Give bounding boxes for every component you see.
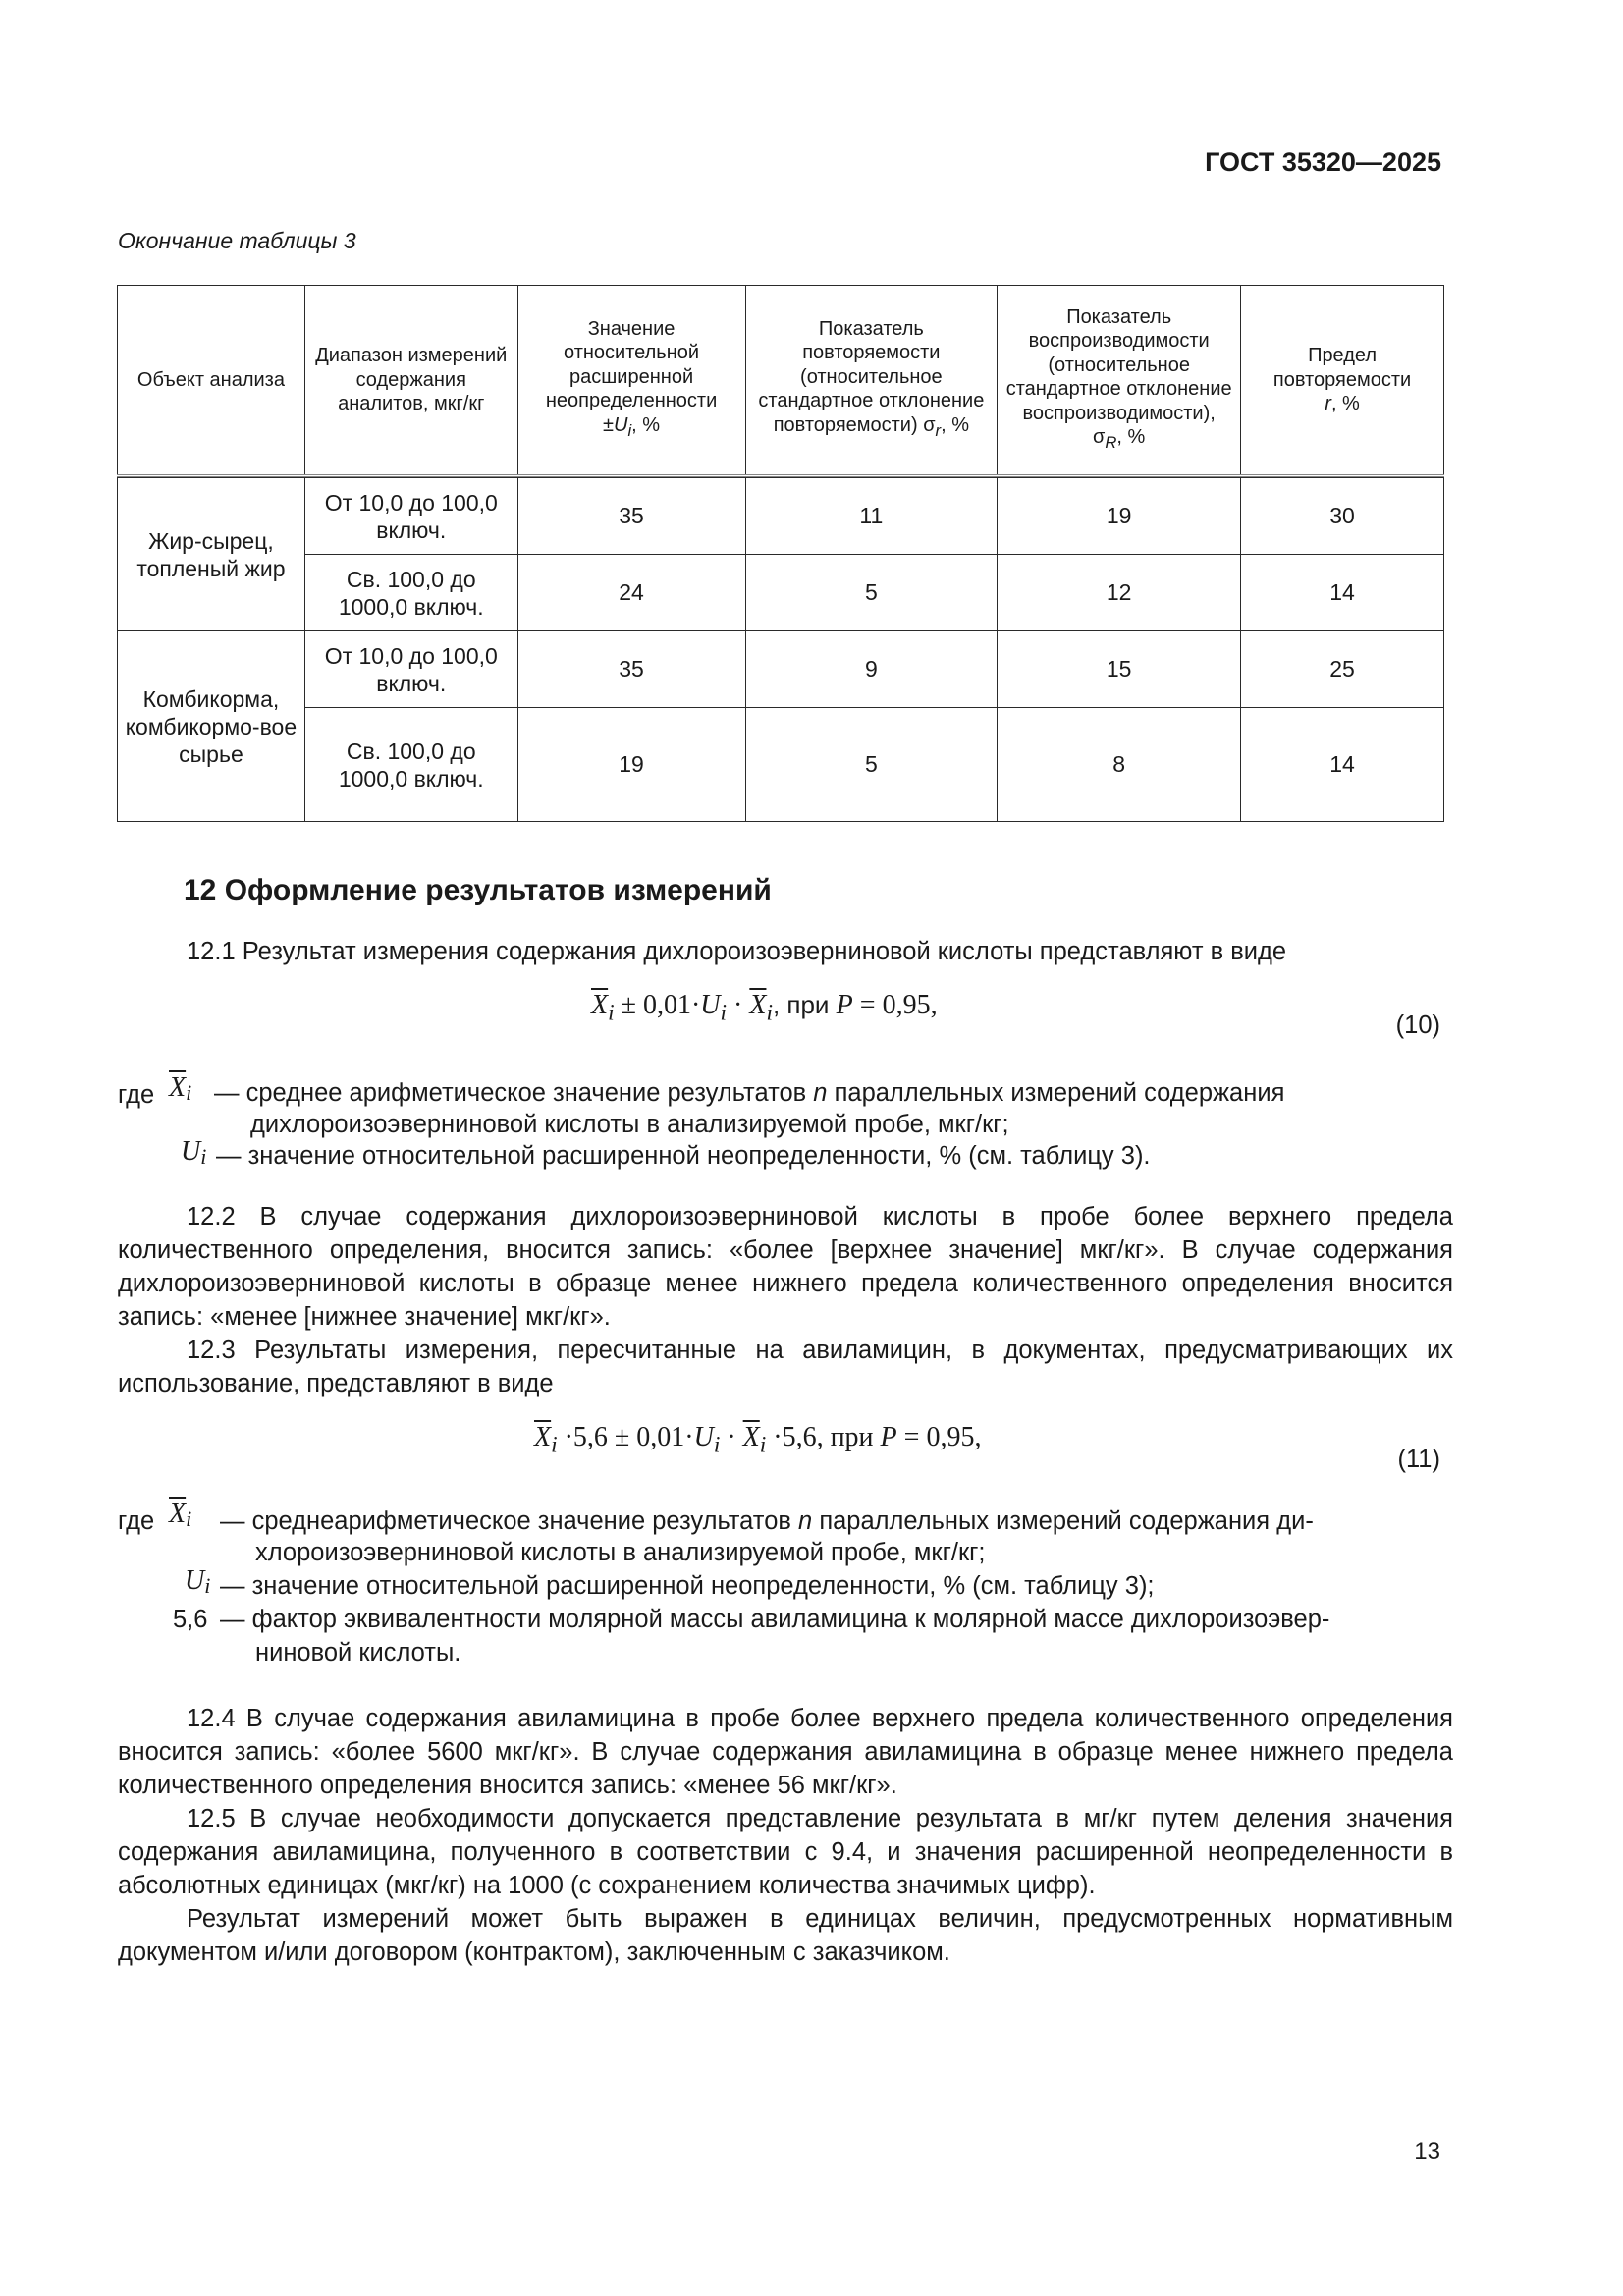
formula-10: $\overline{X}_i \pm 0,01\cdot U_i \cdot \overline{X}_i$, при P = 0,95, — [591, 990, 938, 1026]
symbol-factor: 5,6 — [173, 1606, 208, 1633]
equation-number-10: (10) — [1395, 1011, 1440, 1039]
reproducibility-cell: 19 — [998, 478, 1241, 555]
reproducibility-cell: 12 — [998, 555, 1241, 631]
uncertainty-cell: 35 — [517, 631, 745, 708]
table-caption: Окончание таблицы 3 — [118, 228, 356, 253]
definition-u: — значение относительной расширенной неопределенности, % (см. таблицу 3); — [220, 1572, 1155, 1600]
paragraph-12-2: 12.2 В случае содержания дихлороизоэверниновой кислоты в пробе более верхнего предела количественного определения, вносится запись: «более [верхнее значение] мкг/кг». В случае содержания дихлороизоэверниновой кислоты в образце менее нижнего предела количественного определения вносится запись: «менее [нижнее значение] мкг/кг». — [118, 1203, 1453, 1331]
formula-11: $\overline{X}_i \cdot 5,6 \pm 0,01\cdot U_i \cdot \overline{X}_i \cdot 5,6$, при P = 0,95, — [534, 1422, 982, 1458]
results-table — [117, 285, 1444, 822]
uncertainty-cell: 35 — [517, 478, 745, 555]
symbol-x-mean: $\overline{X}_i$ — [169, 1072, 192, 1106]
header-uncertainty: Значение относительной расширенной неопределенности $\pm U_i$, % — [517, 286, 745, 476]
limit-cell: 14 — [1241, 708, 1444, 822]
definition-x-mean-cont: хлороизоэверниновой кислоты в анализируемой пробе, мкг/кг; — [255, 1539, 986, 1566]
symbol-u: $U_i$ — [185, 1565, 211, 1599]
table-header-row — [118, 286, 1444, 476]
paragraph-final: Результат измерений может быть выражен в единицах величин, предусмотренных нормативным документом и/или договором (контрактом), заключенным с заказчиком. — [118, 1905, 1453, 1966]
header-limit: Предел повторяемости r, % — [1241, 286, 1444, 476]
object-cell: Комбикорма, комбикормо-вое сырье — [118, 631, 305, 822]
definition-factor-cont: ниновой кислоты. — [255, 1639, 461, 1667]
table-row — [118, 708, 1444, 822]
header-object: Объект анализа — [118, 286, 305, 476]
table-row — [118, 555, 1444, 631]
header-repeatability: Показатель повторяемости (относительное стандартное отклонение повторяемости) $\sigma_r$, % — [745, 286, 998, 476]
reproducibility-cell: 8 — [998, 708, 1241, 822]
definition-x-mean: — среднеарифметическое значение результатов n параллельных измерений содержания ди- — [220, 1507, 1314, 1535]
repeatability-cell: 5 — [745, 708, 998, 822]
reproducibility-cell: 15 — [998, 631, 1241, 708]
header-range: Диапазон измерений содержания аналитов, мкг/кг — [304, 286, 517, 476]
limit-cell: 25 — [1241, 631, 1444, 708]
symbol-x-mean: $\overline{X}_i$ — [169, 1499, 192, 1532]
uncertainty-cell: 19 — [517, 708, 745, 822]
where-label: где — [118, 1507, 155, 1535]
table-row — [118, 478, 1444, 555]
uncertainty-cell: 24 — [517, 555, 745, 631]
limit-cell: 14 — [1241, 555, 1444, 631]
section-title: 12 Оформление результатов измерений — [184, 874, 772, 906]
page-number: 13 — [1414, 2138, 1440, 2164]
repeatability-cell: 11 — [745, 478, 998, 555]
repeatability-cell: 5 — [745, 555, 998, 631]
range-cell: От 10,0 до 100,0 включ. — [304, 631, 517, 708]
limit-cell: 30 — [1241, 478, 1444, 555]
symbol-u: $U_i$ — [181, 1136, 207, 1170]
table-row — [118, 631, 1444, 708]
paragraph-12-3: 12.3 Результаты измерения, пересчитанные на авиламицин, в документах, предусматривающих их использование, представляют в виде — [118, 1337, 1453, 1397]
range-cell: От 10,0 до 100,0 включ. — [304, 478, 517, 555]
paragraph-12-5: 12.5 В случае необходимости допускается представление результата в мг/кг путем деления значения содержания авиламицина, полученного в соответствии с 9.4, и значения расширенной неопределенности в абсолютных единицах (мкг/кг) на 1000 (с сохранением количества значимых цифр). — [118, 1805, 1453, 1899]
header-reproducibility: Показатель воспроизводимости (относительное стандартное отклонение воспроизводимости), $\sigma_R$, % — [998, 286, 1241, 476]
range-cell: Св. 100,0 до 1000,0 включ. — [304, 708, 517, 822]
definition-u: — значение относительной расширенной неопределенности, % (см. таблицу 3). — [216, 1142, 1151, 1170]
paragraph-12-1: 12.1 Результат измерения содержания дихлороизоэверниновой кислоты представляют в виде — [187, 938, 1287, 965]
repeatability-cell: 9 — [745, 631, 998, 708]
paragraph-12-4: 12.4 В случае содержания авиламицина в пробе более верхнего предела количественного определения вносится запись: «более 5600 мкг/кг». В случае содержания авиламицина в образце менее нижнего предела количественного определения вносится запись: «менее 56 мкг/кг». — [118, 1705, 1453, 1799]
range-cell: Св. 100,0 до 1000,0 включ. — [304, 555, 517, 631]
definition-x-mean: — среднее арифметическое значение результатов n параллельных измерений содержания — [214, 1079, 1285, 1107]
standard-code: ГОСТ 35320—2025 — [1205, 147, 1441, 177]
definition-factor: — фактор эквивалентности молярной массы авиламицина к молярной массе дихлороизоэвер- — [220, 1606, 1330, 1633]
definition-x-mean-cont: дихлороизоэверниновой кислоты в анализируемой пробе, мкг/кг; — [250, 1111, 1009, 1138]
equation-number-11: (11) — [1397, 1446, 1440, 1473]
where-label: где — [118, 1081, 155, 1109]
object-cell: Жир-сырец, топленый жир — [118, 478, 305, 631]
